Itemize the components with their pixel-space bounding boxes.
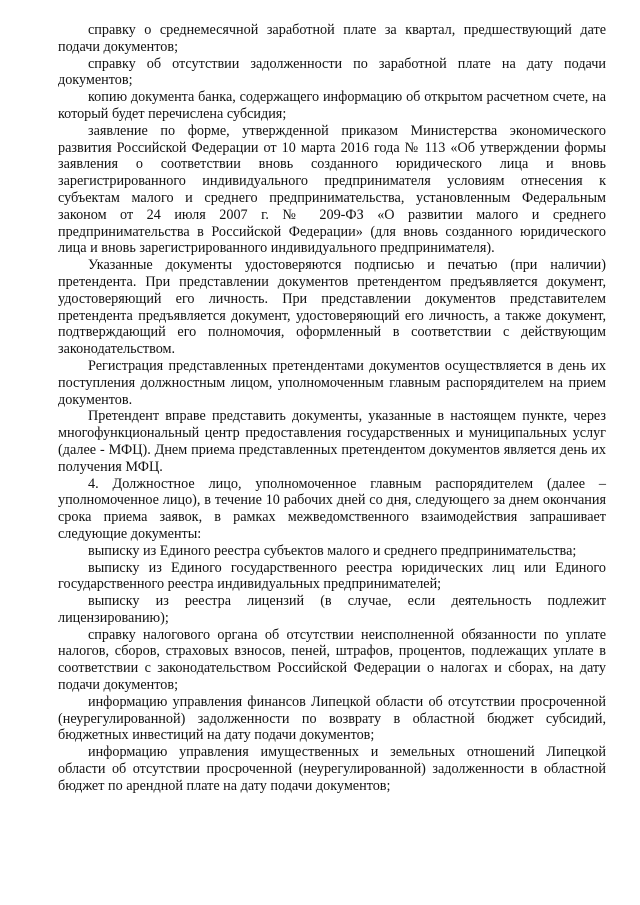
paragraph-documents-certification: Указанные документы удостоверяются подписью и печатью (при наличии) претендента. При представлении документов претендентом предъявляется документ, удостоверяющий его личность. При представлении документов представителем претендента предъявляется документ, удостоверяющий его личность, а также документ, подтверждающий его полномочия, оформленный в соответствии с действующим законодательством. — [58, 257, 606, 358]
document-page — [58, 22, 606, 795]
paragraph-salary-certificate: справку о среднемесячной заработной плате за квартал, предшествующий дате подачи документов; — [58, 22, 606, 55]
paragraph-state-registry-extract: выписку из Единого государственного реестра юридических лиц или Единого государственного реестра индивидуальных предпринимателей; — [58, 559, 606, 593]
paragraph-finance-department-info: информацию управления финансов Липецкой области об отсутствии просроченной (неурегулированной) задолженности по возврату в областной бюджет субсидий, бюджетных инвестиций на дату подачи документов; — [58, 693, 606, 744]
paragraph-sme-registry-extract: выписку из Единого реестра субъектов малого и среднего предпринимательства; — [88, 542, 577, 559]
paragraph-application-form: заявление по форме, утвержденной приказом Министерства экономического развития Российской Федерации от 10 марта 2016 года № 113 «Об утверждении формы заявления о соответствии вновь созданного юридического лица и вновь зарегистрированного индивидуального предпринимателя условиям отнесения к субъектам малого и среднего предпринимательства, установленным Федеральным законом от 24 июля 2007 г. № 209-ФЗ «О развитии малого и среднего предпринимательства в Российской Федерации» (для вновь созданного юридического лица и вновь зарегистрированного индивидуального предпринимателя). — [58, 122, 606, 257]
paragraph-no-debt-certificate: справку об отсутствии задолженности по заработной плате на дату подачи документов; — [58, 55, 606, 89]
paragraph-registration: Регистрация представленных претендентами документов осуществляется в день их поступления должностным лицом, уполномоченным главным распорядителем на прием документов. — [58, 357, 606, 408]
paragraph-property-department-info: информацию управления имущественных и земельных отношений Липецкой области об отсутствии просроченной (неурегулированной) задолженности в областной бюджет по арендной плате на дату подачи документов; — [58, 744, 606, 794]
paragraph-item-4: 4. Должностное лицо, уполномоченное главным распорядителем (далее – уполномоченное лицо), в течение 10 рабочих дней со дня, следующего за днем окончания срока приема заявок, в рамках межведомственного взаимодействия запрашивает следующие документы: — [58, 475, 606, 542]
paragraph-tax-certificate: справку налогового органа об отсутствии неисполненной обязанности по уплате налогов, сборов, страховых взносов, пеней, штрафов, процентов, подлежащих уплате в соответствии с законодательством Российской Федерации о налогах и сборах, на дату подачи документов; — [58, 626, 606, 694]
paragraph-bank-document: копию документа банка, содержащего информацию об открытом расчетном счете, на который будет перечислена субсидия; — [58, 89, 606, 122]
paragraph-mfc: Претендент вправе представить документы, указанные в настоящем пункте, через многофункциональный центр предоставления государственных и муниципальных услуг (далее - МФЦ). Днем приема представленных претендентом документов является день их получения МФЦ. — [58, 408, 606, 475]
paragraph-license-registry-extract: выписку из реестра лицензий (в случае, если деятельность подлежит лицензированию); — [58, 593, 606, 626]
